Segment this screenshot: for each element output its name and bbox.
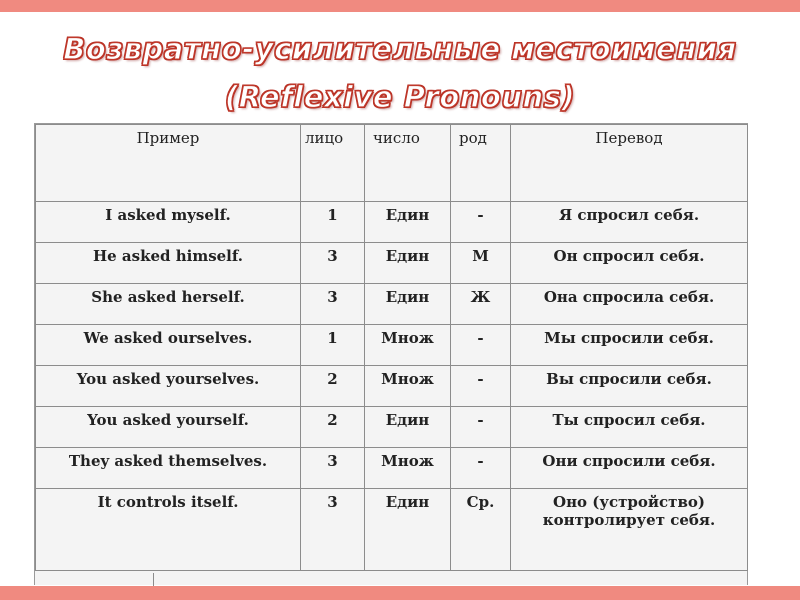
cell-gender: Ж [451, 284, 511, 325]
table-row [36, 489, 748, 571]
cell-person: 2 [301, 366, 365, 407]
cell-example: They asked themselves. [36, 448, 301, 489]
cell-number: Множ [365, 366, 451, 407]
table-row [36, 407, 748, 448]
cell-example: She asked herself. [36, 284, 301, 325]
cell-person: 3 [301, 284, 365, 325]
cell-example: We asked ourselves. [36, 325, 301, 366]
slide-subtitle: (Reflexive Pronouns) [224, 80, 576, 114]
cell-translation: Оно (устройство) контролирует себя. [511, 489, 748, 571]
cell-person: 1 [301, 325, 365, 366]
cell-person: 3 [301, 489, 365, 571]
header-example: Пример [36, 125, 301, 202]
cell-example: It controls itself. [36, 489, 301, 571]
cell-number: Един [365, 202, 451, 243]
cell-example: You asked yourselves. [36, 366, 301, 407]
cell-number: Един [365, 489, 451, 571]
cell-number: Множ [365, 448, 451, 489]
cell-example: I asked myself. [36, 202, 301, 243]
table-row [36, 366, 748, 407]
header-translation: Перевод [511, 125, 748, 202]
cell-gender: - [451, 407, 511, 448]
cell-example: You asked yourself. [36, 407, 301, 448]
cell-number: Един [365, 284, 451, 325]
cell-translation: Я спросил себя. [511, 202, 748, 243]
cell-gender: - [451, 202, 511, 243]
slide-title: Возвратно-усилительные местоимения [63, 32, 737, 66]
cell-number: Множ [365, 325, 451, 366]
table-row [36, 284, 748, 325]
cell-person: 1 [301, 202, 365, 243]
table-row [36, 243, 748, 284]
header-gender: род [451, 125, 511, 202]
table-row [36, 325, 748, 366]
cell-translation: Ты спросил себя. [511, 407, 748, 448]
cell-person: 2 [301, 407, 365, 448]
table-header-row [36, 125, 748, 202]
cell-person: 3 [301, 243, 365, 284]
cell-translation: Она спросила себя. [511, 284, 748, 325]
pronoun-table [35, 124, 748, 571]
cell-gender: - [451, 325, 511, 366]
bottom-decor-band [0, 586, 800, 600]
cell-translation: Мы спросили себя. [511, 325, 748, 366]
table-row [36, 202, 748, 243]
cell-number: Един [365, 243, 451, 284]
cell-gender: Ср. [451, 489, 511, 571]
cell-number: Един [365, 407, 451, 448]
cell-person: 3 [301, 448, 365, 489]
header-number: число [365, 125, 451, 202]
table-row [36, 448, 748, 489]
cell-gender: - [451, 448, 511, 489]
cell-translation: Они спросили себя. [511, 448, 748, 489]
cell-gender: М [451, 243, 511, 284]
table-tail-divider [153, 573, 154, 586]
top-decor-band [0, 0, 800, 12]
cell-translation: Вы спросили себя. [511, 366, 748, 407]
pronoun-table-container [34, 123, 748, 585]
cell-translation: Он спросил себя. [511, 243, 748, 284]
cell-example: He asked himself. [36, 243, 301, 284]
cell-gender: - [451, 366, 511, 407]
header-person: лицо [301, 125, 365, 202]
